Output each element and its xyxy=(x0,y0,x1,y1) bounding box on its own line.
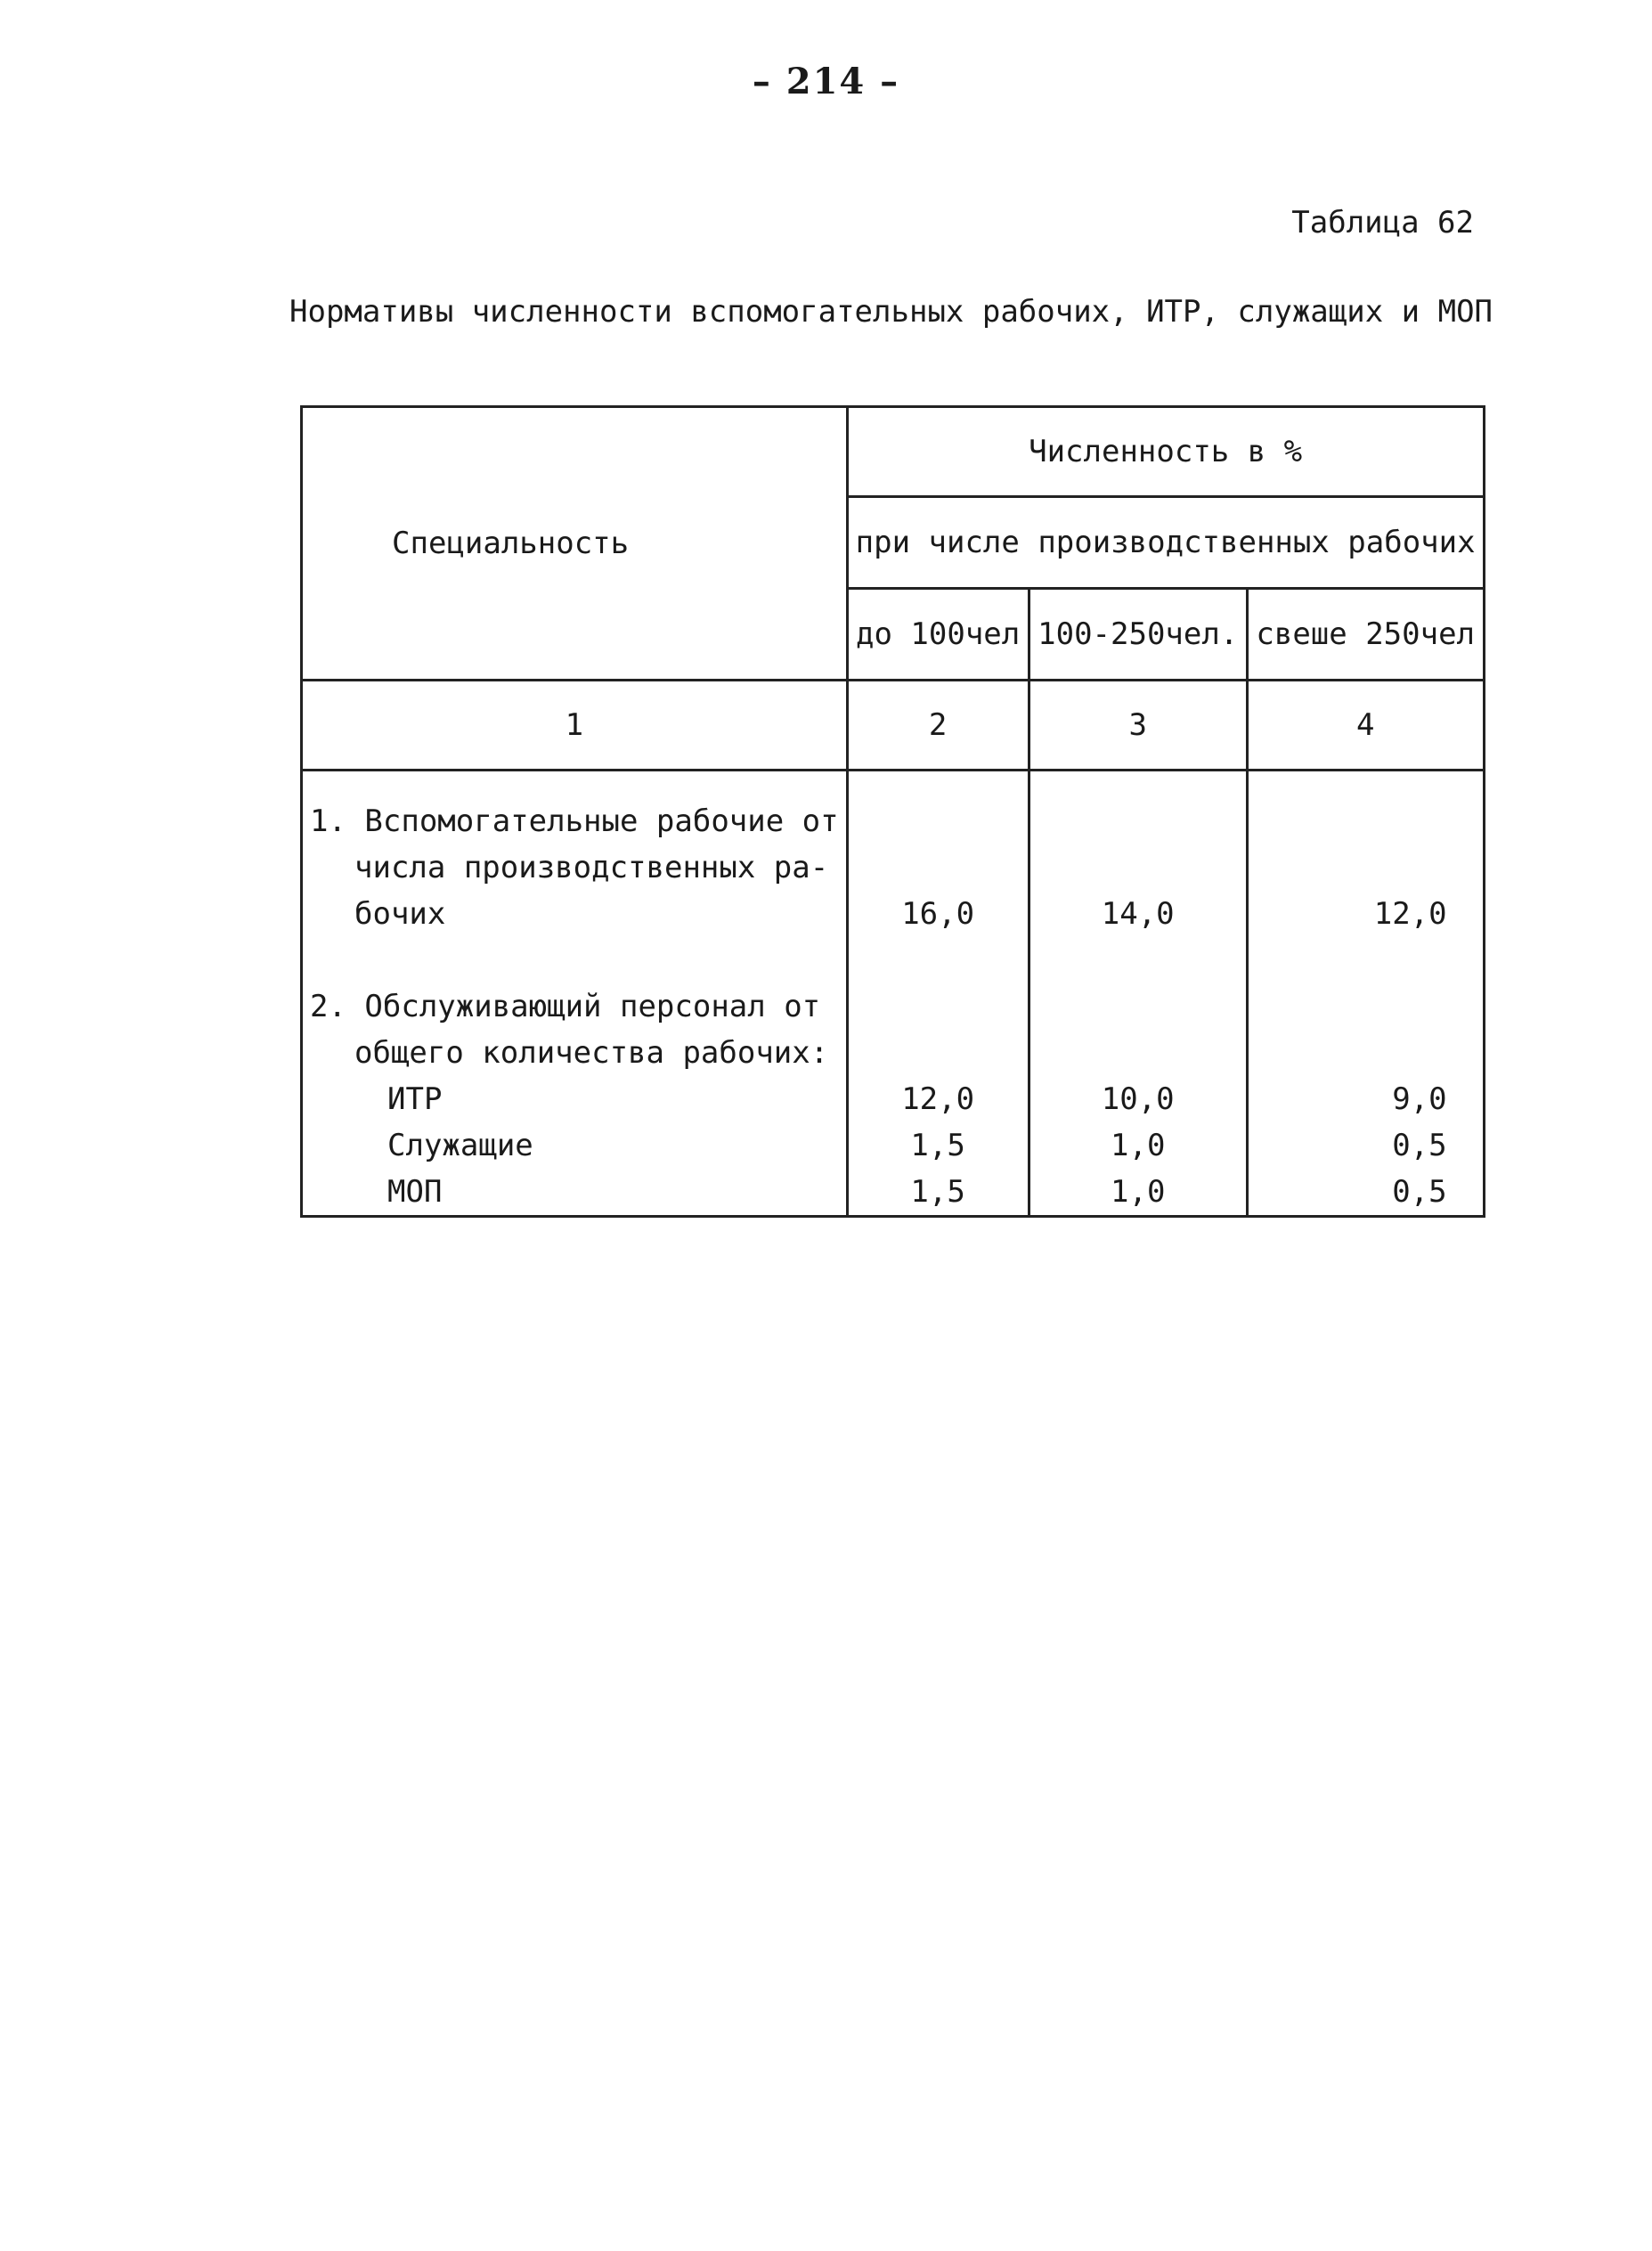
clerks-value-3: 0,5 xyxy=(1247,1122,1484,1169)
aux-workers-line1: 1. Вспомогательные рабочие от xyxy=(302,798,848,844)
itr-value-2: 10,0 xyxy=(1029,1076,1247,1122)
mop-value-1: 1,5 xyxy=(847,1169,1029,1217)
column-number-1: 1 xyxy=(302,681,848,771)
header-range-2: 100-250чел. xyxy=(1029,589,1247,681)
table-row xyxy=(302,891,1485,937)
table-row xyxy=(302,1169,1485,1217)
service-line2: общего количества рабочих: xyxy=(302,1030,848,1076)
aux-value-2: 14,0 xyxy=(1029,891,1247,937)
clerks-value-1: 1,5 xyxy=(847,1122,1029,1169)
clerks-value-2: 1,0 xyxy=(1029,1122,1247,1169)
header-range-1: до 100чел xyxy=(847,589,1029,681)
header-by-workers: при числе производственных рабочих xyxy=(847,497,1484,589)
itr-value-1: 12,0 xyxy=(847,1076,1029,1122)
aux-workers-line2: числа производственных ра- xyxy=(302,844,848,891)
itr-value-3: 9,0 xyxy=(1247,1076,1484,1122)
aux-value-1: 16,0 xyxy=(847,891,1029,937)
table-row xyxy=(302,798,1485,844)
column-number-2: 2 xyxy=(847,681,1029,771)
column-numbers-row xyxy=(302,681,1485,771)
column-number-3: 3 xyxy=(1029,681,1247,771)
header-count-percent: Численность в % xyxy=(847,407,1484,497)
page-number: – 214 – xyxy=(752,61,900,102)
header-range-3: свеше 250чел xyxy=(1247,589,1484,681)
mop-value-2: 1,0 xyxy=(1029,1169,1247,1217)
norms-table xyxy=(300,405,1485,1218)
table-title: Нормативы численности вспомогательных рабочих, ИТР, служащих и МОП xyxy=(289,294,1493,330)
table-row xyxy=(302,1030,1485,1076)
service-line1: 2. Обслуживающий персонал от xyxy=(302,983,848,1030)
table-row xyxy=(302,1076,1485,1122)
aux-value-3: 12,0 xyxy=(1247,891,1484,937)
table-row xyxy=(302,844,1485,891)
itr-label: ИТР xyxy=(302,1076,848,1122)
mop-label: МОП xyxy=(302,1169,848,1217)
table-row xyxy=(302,983,1485,1030)
header-specialty: Специальность xyxy=(302,407,848,681)
table-label: Таблица 62 xyxy=(1291,205,1474,241)
clerks-label: Служащие xyxy=(302,1122,848,1169)
column-number-4: 4 xyxy=(1247,681,1484,771)
table-row xyxy=(302,1122,1485,1169)
aux-workers-line3: бочих xyxy=(302,891,848,937)
mop-value-3: 0,5 xyxy=(1247,1169,1484,1217)
